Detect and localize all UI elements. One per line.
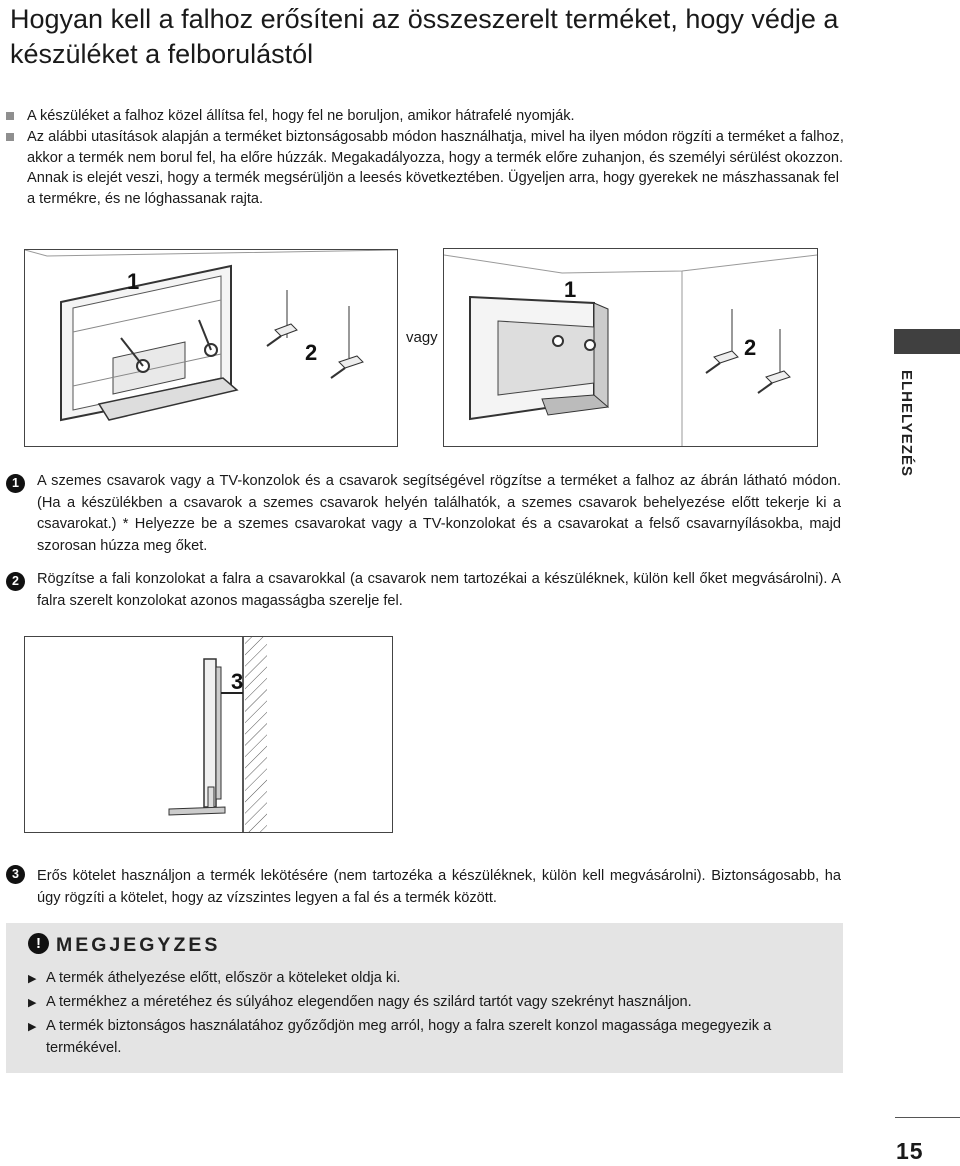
bullet-item — [27, 106, 847, 127]
step-number-badge: 3 — [6, 865, 25, 884]
note-item — [28, 967, 806, 989]
bullet-text: Az alábbi utasítások alapján a terméket biztonságosabb módon használhatja, mivel ha ilyen módon rögzíti a terméket a falhoz, akkor a termék nem borul fel, ha előre húzzák. Megakadályozza, hogy a termék előre zuhanjon, és személyi sérülést okozzon. Annak is elejét veszi, hogy a termék megsérüljön a leesés következtében. Ügyeljen arra, hogy gyerekek ne mászhassanak fel a termékre, és ne lóghassanak rajta. — [27, 129, 844, 207]
bullet-square-icon — [6, 133, 14, 141]
step-text: A szemes csavarok vagy a TV-konzolok és a csavarok segítségével rögzítse a terméket a falhoz az ábrán látható módon. (Ha a készülékben a csavarok a szemes csavarok helyén találhatók, a szemes csavarok behelyezése előtt tekerje ki a csavarokat.) * Helyezze be a szemes csavarokat vagy a TV-konzolokat és a csavarokat a felső csavarnyílásokba, majd szorosan húzza meg őket. — [37, 473, 841, 554]
note-item-text: A termék biztonságos használatához győződjön meg arról, hogy a falra szerelt konzol magassága megegyezik a termékével. — [46, 1018, 772, 1056]
crt-tv-illustration — [444, 249, 817, 446]
page-number-rule — [895, 1117, 960, 1118]
page-title: Hogyan kell a falhoz erősíteni az összeszerelt terméket, hogy védje a készüléket a felborulástól — [10, 4, 839, 69]
note-item-text: A termékhez a méretéhez és súlyához elegendően nagy és szilárd tartót vagy szekrényt használjon. — [46, 994, 692, 1010]
callout-2: 2 — [305, 340, 318, 365]
step-number-badge: 2 — [6, 572, 25, 591]
callout-1: 1 — [127, 269, 140, 294]
section-tab — [894, 329, 960, 354]
bullet-item — [27, 127, 847, 209]
step-text: Rögzítse a fali konzolokat a falra a csavarokkal (a csavarok nem tartozékai a készüléknek, külön kell őket megvásárolni). A falra szerelt konzolokat azonos magasságba szerelje fel. — [37, 571, 841, 609]
note-item — [28, 1015, 806, 1059]
bullet-text: A készüléket a falhoz közel állítsa fel, hogy fel ne boruljon, amikor hátrafelé nyomják. — [27, 108, 575, 124]
page-number: 15 — [896, 1138, 924, 1164]
step-number-badge: 1 — [6, 474, 25, 493]
arrow-right-icon: ▶ — [28, 1021, 37, 1033]
arrow-right-icon: ▶ — [28, 997, 37, 1009]
callout-2: 2 — [744, 335, 757, 360]
section-label: ELHELYEZÉS — [898, 370, 915, 477]
step-text: Erős kötelet használjon a termék lekötésére (nem tartozéka a készüléknek, külön kell megvásárolni). Biztonságosabb, ha úgy rögzíti a kötelet, hogy az vízszintes legyen a fal és a termék között. — [37, 868, 841, 906]
figure-crt-tv-brackets — [443, 248, 818, 447]
side-view-illustration — [25, 637, 392, 832]
callout-1: 1 — [564, 277, 577, 302]
bullet-square-icon — [6, 112, 14, 120]
callout-3: 3 — [231, 669, 244, 694]
note-title: MEGJEGYZES — [56, 934, 221, 956]
figure-flat-tv-eyebolts — [24, 249, 398, 447]
warning-icon: ! — [28, 933, 49, 954]
note-item-text: A termék áthelyezése előtt, először a köteleket oldja ki. — [46, 970, 401, 986]
flat-tv-illustration — [25, 250, 397, 446]
figure-side-view-rope — [24, 636, 393, 833]
arrow-right-icon: ▶ — [28, 973, 37, 985]
figure-separator: vagy — [406, 329, 438, 346]
note-item — [28, 991, 806, 1013]
